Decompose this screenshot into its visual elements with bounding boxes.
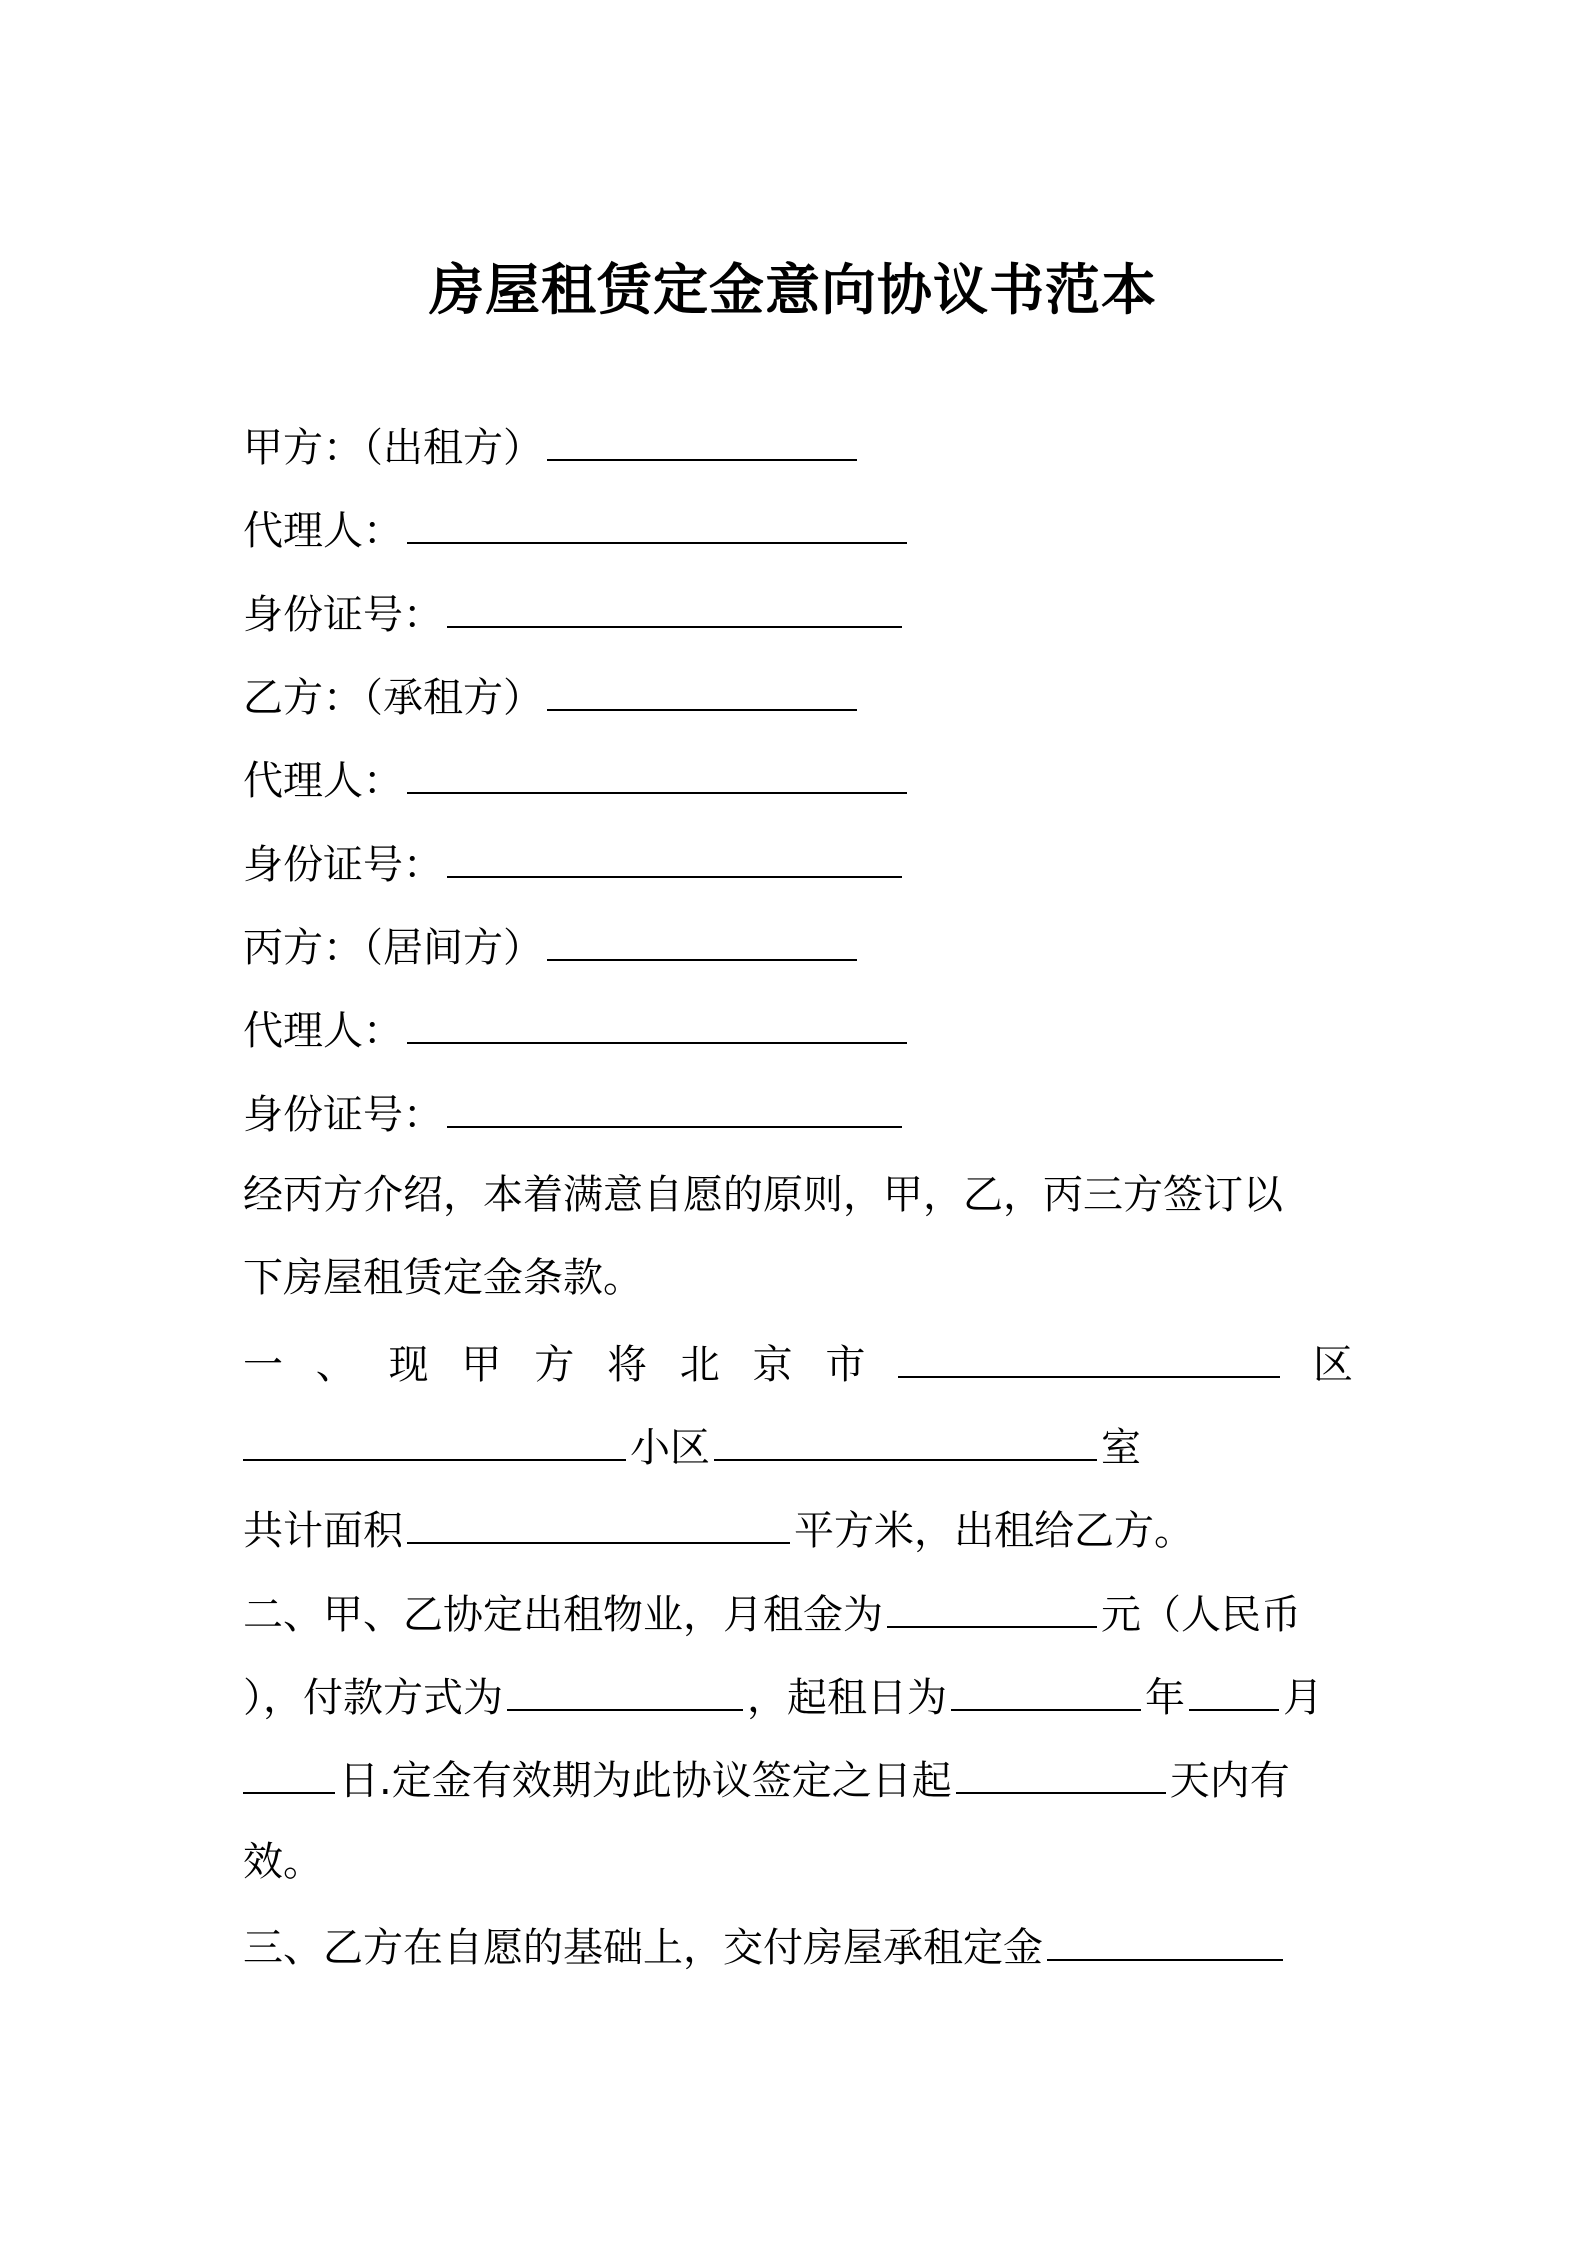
party-b-blank[interactable] bbox=[547, 665, 857, 711]
party-b-agent-line bbox=[243, 748, 1353, 811]
room-blank[interactable] bbox=[714, 1415, 1097, 1461]
intro-line-1: 经丙方介绍，本着满意自愿的原则，甲，乙，丙三方签订以 bbox=[243, 1172, 1283, 1218]
clause-2-line-4: 效。 bbox=[243, 1839, 323, 1885]
party-b-id-label: 身份证号： bbox=[243, 842, 443, 888]
party-c-label: 丙方：（居间方） bbox=[243, 925, 543, 971]
clause-2-line-3 bbox=[243, 1748, 1353, 1811]
party-b-agent-label: 代理人： bbox=[243, 758, 403, 804]
party-c-agent-blank[interactable] bbox=[407, 998, 907, 1044]
party-a-id-line bbox=[243, 582, 1353, 645]
clause-3-text: 三、乙方在自愿的基础上，交付房屋承租定金 bbox=[243, 1925, 1043, 1971]
party-a-id-blank[interactable] bbox=[447, 582, 902, 628]
community-label: 小区 bbox=[630, 1425, 710, 1471]
party-c-line bbox=[243, 915, 1353, 978]
district-blank[interactable] bbox=[898, 1332, 1280, 1378]
clause-1-char: 、 bbox=[315, 1342, 356, 1388]
clause-1-char: 市 bbox=[825, 1342, 866, 1388]
party-b-label: 乙方：（承租方） bbox=[243, 675, 543, 721]
party-a-id-label: 身份证号： bbox=[243, 592, 443, 638]
party-b-id-line bbox=[243, 832, 1353, 895]
party-c-id-label: 身份证号： bbox=[243, 1092, 443, 1138]
start-month-blank[interactable] bbox=[1189, 1665, 1279, 1711]
clause-1-char: 将 bbox=[606, 1342, 647, 1388]
party-a-agent-label: 代理人： bbox=[243, 508, 403, 554]
area-suffix: 平方米，出租给乙方。 bbox=[794, 1508, 1194, 1554]
party-a-label: 甲方：（出租方） bbox=[243, 425, 543, 471]
party-c-id-line bbox=[243, 1082, 1353, 1145]
community-blank[interactable] bbox=[243, 1415, 626, 1461]
party-b-id-blank[interactable] bbox=[447, 832, 902, 878]
deposit-amount-blank[interactable] bbox=[1047, 1915, 1283, 1961]
party-c-agent-line bbox=[243, 998, 1353, 1061]
start-year-blank[interactable] bbox=[951, 1665, 1141, 1711]
area-blank[interactable] bbox=[407, 1498, 790, 1544]
clause-1-char: 一 bbox=[243, 1342, 283, 1388]
clause-1-line-2 bbox=[243, 1415, 1353, 1478]
party-b-line bbox=[243, 665, 1353, 728]
deposit-validity-label: 日.定金有效期为此协议签定之日起 bbox=[339, 1758, 952, 1804]
year-label: 年 bbox=[1145, 1675, 1185, 1721]
party-c-id-blank[interactable] bbox=[447, 1082, 902, 1128]
clause-1-line-1 bbox=[243, 1332, 1353, 1395]
party-a-agent-blank[interactable] bbox=[407, 498, 907, 544]
document-title: 房屋租赁定金意向协议书范本 bbox=[428, 258, 1157, 322]
payment-method-label: ），付款方式为 bbox=[243, 1675, 503, 1721]
party-b-agent-blank[interactable] bbox=[407, 748, 907, 794]
start-day-blank[interactable] bbox=[243, 1748, 335, 1794]
clause-2-line-2 bbox=[243, 1665, 1353, 1728]
clause-1-char: 甲 bbox=[461, 1342, 502, 1388]
clause-1-char: 方 bbox=[534, 1342, 575, 1388]
monthly-rent-blank[interactable] bbox=[887, 1582, 1097, 1628]
clause-3-line-1 bbox=[243, 1915, 1353, 1978]
party-a-agent-line bbox=[243, 498, 1353, 561]
party-c-blank[interactable] bbox=[547, 915, 857, 961]
party-a-line bbox=[243, 415, 1353, 478]
clause-1-char: 京 bbox=[752, 1342, 793, 1388]
clause-2-prefix: 二、甲、乙协定出租物业，月租金为 bbox=[243, 1592, 883, 1638]
area-prefix: 共计面积 bbox=[243, 1508, 403, 1554]
room-label: 室 bbox=[1101, 1425, 1141, 1471]
start-date-label: ，起租日为 bbox=[747, 1675, 947, 1721]
month-label: 月 bbox=[1283, 1675, 1323, 1721]
intro-line-2: 下房屋租赁定金条款。 bbox=[243, 1255, 643, 1301]
party-a-blank[interactable] bbox=[547, 415, 857, 461]
validity-suffix: 天内有 bbox=[1169, 1758, 1290, 1804]
payment-method-blank[interactable] bbox=[507, 1665, 743, 1711]
clause-1-line-3 bbox=[243, 1498, 1353, 1561]
clause-1-char: 北 bbox=[679, 1342, 720, 1388]
clause-1-char: 现 bbox=[388, 1342, 429, 1388]
validity-days-blank[interactable] bbox=[956, 1748, 1166, 1794]
clause-2-line-1 bbox=[243, 1582, 1353, 1645]
party-c-agent-label: 代理人： bbox=[243, 1008, 403, 1054]
district-suffix: 区 bbox=[1312, 1342, 1353, 1388]
clause-2-currency: 元（人民币 bbox=[1101, 1592, 1301, 1638]
